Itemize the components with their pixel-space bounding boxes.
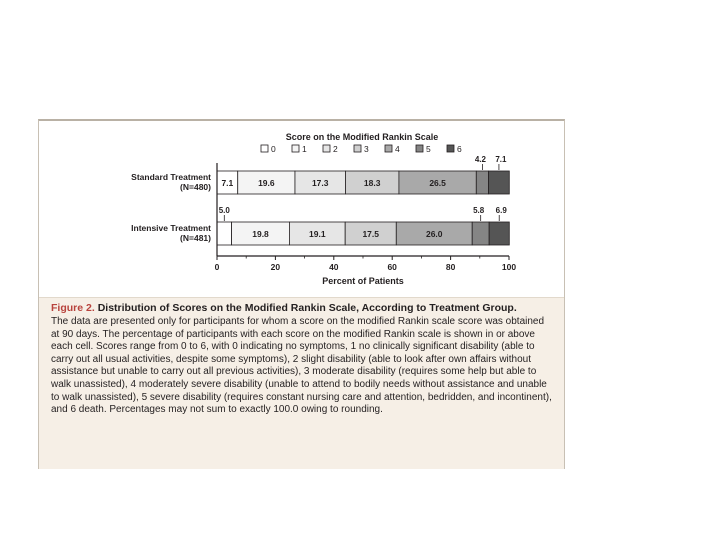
caption-title [51, 302, 554, 315]
legend-swatch-1 [292, 145, 299, 152]
legend-label-2: 2 [333, 144, 338, 154]
legend-label-1: 1 [302, 144, 307, 154]
legend-label-5: 5 [426, 144, 431, 154]
category-n-standard: (N=480) [180, 182, 211, 192]
value-label-intensive-score-3: 17.5 [362, 229, 380, 239]
legend-label-3: 3 [364, 144, 369, 154]
x-tick-label-20: 20 [270, 262, 281, 272]
bar-standard-score-5 [476, 171, 488, 194]
category-label-standard: Standard Treatment [131, 172, 211, 182]
value-label-intensive-score-0: 5.0 [218, 206, 230, 215]
legend-swatch-3 [354, 145, 361, 152]
value-label-intensive-score-4: 26.0 [425, 229, 443, 239]
value-label-intensive-score-6: 6.9 [495, 206, 507, 215]
bar-standard-score-6 [489, 171, 510, 194]
legend-swatch-0 [261, 145, 268, 152]
legend-label-0: 0 [271, 144, 276, 154]
x-tick-label-60: 60 [387, 262, 397, 272]
value-label-standard-score-6: 7.1 [495, 155, 507, 164]
bar-intensive-score-5 [472, 222, 489, 245]
category-label-intensive: Intensive Treatment [131, 223, 211, 233]
bar-intensive-score-0 [217, 222, 232, 245]
value-label-standard-score-0: 7.1 [221, 178, 234, 188]
x-tick-label-0: 0 [214, 262, 220, 272]
value-label-intensive-score-1: 19.8 [252, 229, 269, 239]
stacked-bar-chart [39, 121, 566, 297]
bar-intensive-score-6 [489, 222, 509, 245]
figure-heading: Distribution of Scores on the Modified Rankin Scale, According to Treatment Group. [97, 302, 517, 314]
figure-panel [38, 119, 565, 469]
value-label-intensive-score-2: 19.1 [309, 229, 326, 239]
legend-swatch-4 [385, 145, 392, 152]
legend-swatch-2 [323, 145, 330, 152]
caption-box [39, 297, 564, 469]
value-label-standard-score-4: 26.5 [429, 178, 446, 188]
x-tick-label-40: 40 [329, 262, 339, 272]
value-label-standard-score-2: 17.3 [311, 178, 329, 188]
legend-label-4: 4 [395, 144, 400, 154]
x-axis-title: Percent of Patients [322, 276, 404, 286]
legend-swatch-6 [447, 145, 454, 152]
figure-label: Figure 2. [51, 302, 95, 314]
legend-title: Score on the Modified Rankin Scale [285, 132, 439, 142]
legend-swatch-5 [416, 145, 423, 152]
category-n-intensive: (N=481) [180, 233, 211, 243]
value-label-intensive-score-5: 5.8 [473, 206, 485, 215]
caption-body: The data are presented only for participants for whom a score on the modified Rankin scale score was obtained at 90 days. The percentage of participants with each score on the modified Rankin scale is shown in or above each cell. Scores range from 0 to 6, with 0 indicating no symptoms, 1 no clinically significant disability (able to carry out all usual activities, despite some symptoms), 2 slight disability (able to look after own affairs without assistance but unable to carry out all previous activities), 3 moderate disability (requires some help but able to walk unassisted), 4 moderately severe disability (unable to attend to bodily needs without assistance and unable to walk unassisted), 5 severe disability (requires constant nursing care and attention, bedridden, and incontinent), and 6 death. Percentages may not sum to exactly 100.0 owing to rounding. [51, 316, 552, 416]
value-label-standard-score-3: 18.3 [363, 178, 381, 188]
value-label-standard-score-5: 4.2 [474, 155, 486, 164]
value-label-standard-score-1: 19.6 [258, 178, 275, 188]
x-tick-label-80: 80 [445, 262, 456, 272]
x-tick-label-100: 100 [501, 262, 517, 272]
legend-label-6: 6 [457, 144, 462, 154]
